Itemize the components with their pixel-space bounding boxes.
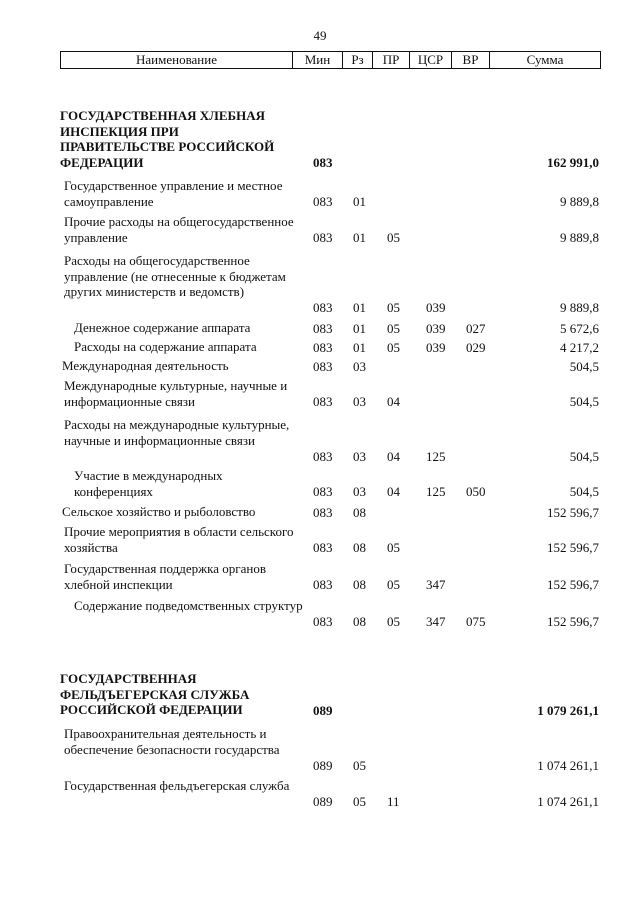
row-sum: 152 596,7 xyxy=(547,576,599,592)
table-row xyxy=(60,524,601,555)
table-row xyxy=(60,378,601,409)
table-row xyxy=(60,214,601,245)
row-rz: 03 xyxy=(353,483,366,499)
row-pr: 05 xyxy=(387,320,400,336)
table-row-org-heading xyxy=(60,108,601,170)
row-rz: 01 xyxy=(353,339,366,355)
table-row-org-heading xyxy=(60,671,601,718)
row-rz: 01 xyxy=(353,229,366,245)
table-row xyxy=(60,561,601,592)
header-pr: ПР xyxy=(372,52,409,68)
row-min: 083 xyxy=(313,483,333,499)
row-sum: 9 889,8 xyxy=(560,229,599,245)
header-csr: ЦСР xyxy=(409,52,451,68)
row-sum: 152 596,7 xyxy=(547,504,599,520)
row-sum: 1 079 261,1 xyxy=(537,702,599,718)
header-vr: ВР xyxy=(451,52,489,68)
row-sum: 504,5 xyxy=(569,358,599,374)
row-sum: 504,5 xyxy=(569,483,599,499)
row-rz: 03 xyxy=(353,393,366,409)
row-name: Правоохранительная деятельность и обеспечение безопасности государства xyxy=(64,726,280,757)
page-number: 49 xyxy=(313,28,327,43)
row-rz: 03 xyxy=(353,448,366,464)
row-min: 083 xyxy=(313,358,333,374)
row-name: Содержание подведомственных структур xyxy=(74,598,303,613)
row-min: 089 xyxy=(313,757,333,773)
row-rz: 01 xyxy=(353,193,366,209)
row-name: Сельское хозяйство и рыболовство xyxy=(62,504,256,519)
row-pr: 05 xyxy=(387,299,400,315)
table-row xyxy=(60,468,601,499)
table-row xyxy=(60,504,601,520)
row-rz: 01 xyxy=(353,320,366,336)
row-rz: 05 xyxy=(353,793,366,809)
row-csr: 039 xyxy=(426,320,446,336)
row-csr: 125 xyxy=(426,448,446,464)
row-vr: 029 xyxy=(466,339,486,355)
table-row xyxy=(60,178,601,209)
row-min: 083 xyxy=(313,576,333,592)
row-pr: 05 xyxy=(387,339,400,355)
row-csr: 347 xyxy=(426,576,446,592)
row-min: 083 xyxy=(313,539,333,555)
row-name: Государственная фельдъегерская служба xyxy=(64,778,290,793)
table-row xyxy=(60,598,601,629)
row-name: Расходы на общегосударственное управление (не отнесенные к бюджетам других министерств и ведомств) xyxy=(64,253,286,299)
row-pr: 04 xyxy=(387,483,400,499)
row-rz: 01 xyxy=(353,299,366,315)
row-name: Государственная поддержка органов хлебной инспекции xyxy=(64,561,266,592)
row-sum: 5 672,6 xyxy=(560,320,599,336)
row-vr: 075 xyxy=(466,613,486,629)
row-sum: 9 889,8 xyxy=(560,299,599,315)
row-name: Международная деятельность xyxy=(62,358,229,373)
row-name: ГОСУДАРСТВЕННАЯ ФЕЛЬДЪЕГЕРСКАЯ СЛУЖБА РОССИЙСКОЙ ФЕДЕРАЦИИ xyxy=(60,671,250,717)
row-rz: 05 xyxy=(353,757,366,773)
row-min: 083 xyxy=(313,320,333,336)
table-row xyxy=(60,778,601,809)
row-min: 083 xyxy=(313,339,333,355)
table-row xyxy=(60,320,601,336)
row-rz: 08 xyxy=(353,576,366,592)
row-min: 083 xyxy=(313,504,333,520)
row-name: Прочие мероприятия в области сельского хозяйства xyxy=(64,524,294,555)
row-vr: 027 xyxy=(466,320,486,336)
row-min: 083 xyxy=(313,229,333,245)
row-min: 083 xyxy=(313,448,333,464)
header-rz: Рз xyxy=(342,52,372,68)
row-pr: 04 xyxy=(387,448,400,464)
row-csr: 347 xyxy=(426,613,446,629)
row-pr: 05 xyxy=(387,539,400,555)
row-sum: 152 596,7 xyxy=(547,539,599,555)
row-name: Денежное содержание аппарата xyxy=(74,320,251,335)
table-header xyxy=(60,51,601,69)
row-pr: 05 xyxy=(387,576,400,592)
row-rz: 08 xyxy=(353,504,366,520)
row-csr: 125 xyxy=(426,483,446,499)
row-min: 083 xyxy=(313,299,333,315)
row-rz: 03 xyxy=(353,358,366,374)
row-sum: 504,5 xyxy=(569,393,599,409)
row-pr: 11 xyxy=(387,793,400,809)
row-min: 089 xyxy=(313,702,333,718)
table-row xyxy=(60,339,601,355)
row-min: 083 xyxy=(313,393,333,409)
header-min: Мин xyxy=(292,52,342,68)
table-row xyxy=(60,358,601,374)
row-name: Расходы на международные культурные, научные и информационные связи xyxy=(64,417,290,448)
header-sum: Сумма xyxy=(489,52,600,68)
row-min: 083 xyxy=(313,154,333,170)
row-rz: 08 xyxy=(353,613,366,629)
row-sum: 162 991,0 xyxy=(547,154,599,170)
row-pr: 04 xyxy=(387,393,400,409)
row-name: Прочие расходы на общегосударственное управление xyxy=(64,214,294,245)
row-sum: 504,5 xyxy=(569,448,599,464)
row-sum: 1 074 261,1 xyxy=(537,757,599,773)
row-sum: 1 074 261,1 xyxy=(537,793,599,809)
row-sum: 152 596,7 xyxy=(547,613,599,629)
row-sum: 4 217,2 xyxy=(560,339,599,355)
table-row xyxy=(60,253,601,315)
table-row xyxy=(60,417,601,464)
row-min: 083 xyxy=(313,193,333,209)
row-name: Международные культурные, научные и информационные связи xyxy=(64,378,288,409)
row-sum: 9 889,8 xyxy=(560,193,599,209)
row-name: Государственное управление и местное самоуправление xyxy=(64,178,283,209)
row-pr: 05 xyxy=(387,229,400,245)
row-min: 089 xyxy=(313,793,333,809)
row-name: Участие в международных конференциях xyxy=(74,468,223,499)
row-min: 083 xyxy=(313,613,333,629)
header-name: Наименование xyxy=(136,52,217,67)
row-pr: 05 xyxy=(387,613,400,629)
row-rz: 08 xyxy=(353,539,366,555)
table-row xyxy=(60,726,601,773)
row-name: ГОСУДАРСТВЕННАЯ ХЛЕБНАЯ ИНСПЕКЦИЯ ПРИ ПРАВИТЕЛЬСТВЕ РОССИЙСКОЙ ФЕДЕРАЦИИ xyxy=(60,108,275,170)
row-csr: 039 xyxy=(426,339,446,355)
row-name: Расходы на содержание аппарата xyxy=(74,339,257,354)
row-vr: 050 xyxy=(466,483,486,499)
row-csr: 039 xyxy=(426,299,446,315)
